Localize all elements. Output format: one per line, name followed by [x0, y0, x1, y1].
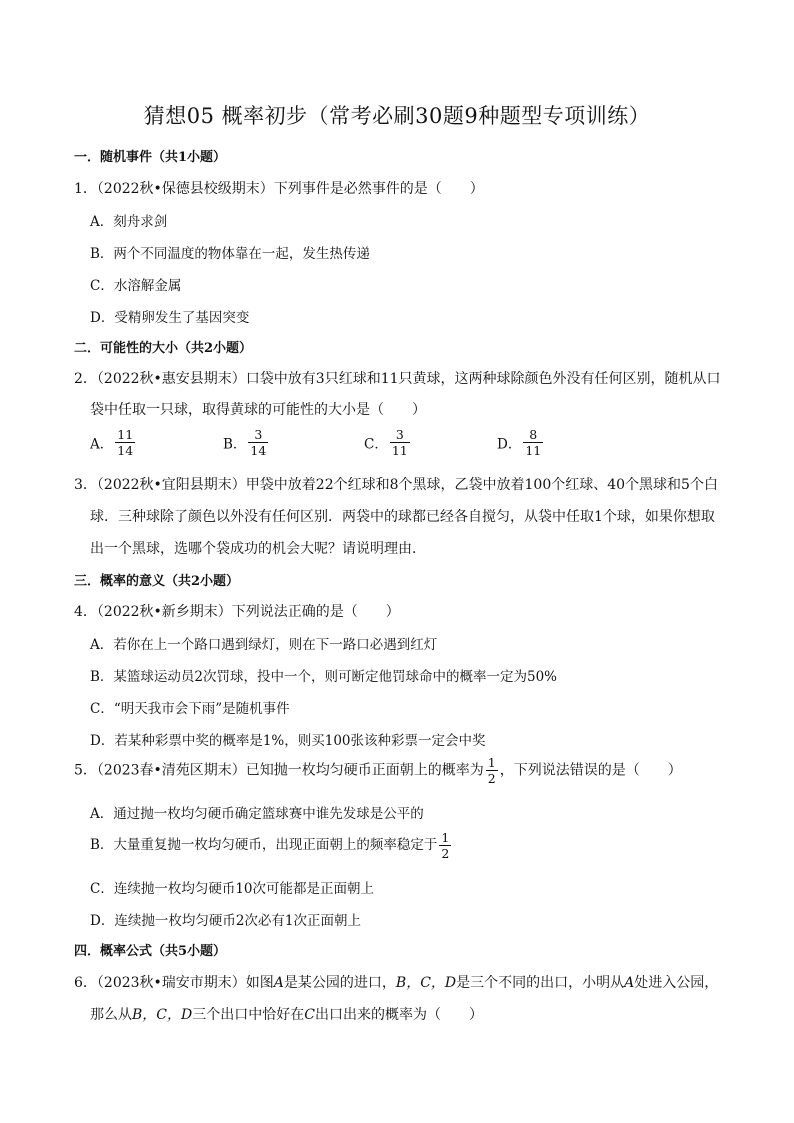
- question-2-option-a: [90, 427, 137, 458]
- question-5-stem-start: 5．（2023春•清苑区期末）已知抛一枚均匀硬币正面朝上的概率为: [74, 762, 484, 779]
- question-5-option-a: A．通过抛一枚均匀硬币确定篮球赛中谁先发球是公平的: [90, 806, 424, 822]
- fraction-denominator: 14: [117, 443, 134, 458]
- question-3-line-3: 出一个黑球，选哪个袋成功的机会大呢？请说明理由．: [90, 541, 426, 557]
- question-1-option-a: A．刻舟求剑: [90, 214, 168, 230]
- fraction-denominator: 14: [250, 443, 267, 458]
- section-heading-random-events: 一．随机事件（共1小题）: [74, 150, 227, 165]
- question-5-option-b: [90, 830, 453, 861]
- question-4-option-d: D．若某种彩票中奖的概率是1%，则买100张该种彩票一定会中奖: [90, 733, 486, 749]
- page-title: 猜想05 概率初步（常考必刷30题9种题型专项训练）: [143, 104, 651, 128]
- question-3-line-2: 球．三种球除了颜色以外没有任何区别．两袋中的球都已经各自搅匀，从袋中任取1个球，如果你想取: [90, 509, 715, 525]
- option-label: B．: [223, 436, 247, 453]
- point-label: A: [273, 975, 284, 991]
- fraction-numerator: 3: [248, 427, 268, 443]
- option-label: A．: [90, 436, 114, 453]
- fraction-denominator: 11: [391, 443, 408, 458]
- question-1-option-c: C．水溶解金属: [90, 278, 182, 294]
- text-run: 是三个不同的出口，小明从: [456, 975, 625, 991]
- question-6-line-2: [90, 1004, 483, 1024]
- fraction-one-half: [486, 755, 498, 786]
- question-2-option-d: [497, 427, 545, 458]
- question-1-option-d: D．受精卵发生了基因突变: [90, 310, 250, 326]
- text-run: 出口出来的概率为（ ）: [314, 1007, 483, 1023]
- fraction-numerator: 8: [523, 427, 543, 443]
- text-run: 是某公园的进口，: [283, 975, 396, 991]
- section-heading-probability-formula: 四．概率公式（共5小题）: [74, 944, 227, 959]
- question-5-stem-end: ，下列说法错误的是（ ）: [499, 762, 682, 779]
- fraction-numerator: 1: [487, 755, 496, 770]
- fraction: [523, 427, 543, 458]
- section-heading-possibility: 二．可能性的大小（共2小题）: [74, 341, 253, 356]
- fraction-denominator: 11: [525, 443, 542, 458]
- fraction-numerator: 1: [441, 830, 450, 845]
- question-6-line-1: [74, 972, 718, 992]
- fraction: [390, 427, 410, 458]
- question-5-stem: [74, 755, 682, 786]
- option-label: D．: [497, 436, 522, 453]
- question-5-option-d: D．连续抛一枚均匀硬币2次必有1次正面朝上: [90, 913, 362, 929]
- fraction: [115, 427, 135, 458]
- point-labels: B，C，D: [132, 1007, 193, 1023]
- question-4-option-b: B．某篮球运动员2次罚球，投中一个，则可断定他罚球命中的概率一定为50%: [90, 669, 558, 685]
- point-label: A: [624, 975, 635, 991]
- fraction: [248, 427, 268, 458]
- text-run: 三个出口中恰好在: [192, 1007, 305, 1023]
- question-2-line-2: 袋中任取一只球，取得黄球的可能性的大小是（ ）: [90, 402, 426, 418]
- text-run: 6．（2023秋•瑞安市期末）如图: [74, 975, 274, 991]
- fraction-one-half: [439, 830, 451, 861]
- question-5-option-c: C．连续抛一枚均匀硬币10次可能都是正面朝上: [90, 881, 375, 897]
- question-2-option-c: [364, 427, 412, 458]
- question-4-option-a: A．若你在上一个路口遇到绿灯，则在下一路口必遇到红灯: [90, 637, 438, 653]
- question-2-line-1: 2．（2022秋•惠安县期末）口袋中放有3只红球和11只黄球，这两种球除颜色外没有任何区别，随机从口: [74, 371, 721, 387]
- text-run: 处进入公园，: [634, 975, 719, 991]
- text-run: 那么从: [90, 1007, 132, 1023]
- question-1-option-b: B．两个不同温度的物体靠在一起，发生热传递: [90, 246, 370, 262]
- fraction-denominator: 2: [441, 846, 450, 861]
- fraction-denominator: 2: [487, 771, 496, 786]
- question-3-line-1: 3．（2022秋•宜阳县期末）甲袋中放着22个红球和8个黑球，乙袋中放着100个红球、40个黑球和5个白: [74, 477, 718, 493]
- question-1-stem: 1．（2022秋•保德县校级期末）下列事件是必然事件的是（ ）: [74, 181, 484, 197]
- question-2-option-b: [223, 427, 270, 458]
- fraction-numerator: 3: [390, 427, 410, 443]
- question-5-option-b-text: B．大量重复抛一枚均匀硬币，出现正面朝上的频率稳定于: [90, 837, 438, 853]
- point-label: C: [304, 1007, 315, 1023]
- fraction-numerator: 11: [117, 427, 134, 442]
- question-4-option-c: C．“明天我市会下雨”是随机事件: [90, 701, 290, 717]
- option-label: C．: [364, 436, 388, 453]
- question-4-stem: 4．（2022秋•新乡期末）下列说法正确的是（ ）: [74, 604, 400, 620]
- section-heading-probability-meaning: 三．概率的意义（共2小题）: [74, 574, 240, 589]
- point-labels: B，C，D: [395, 975, 457, 991]
